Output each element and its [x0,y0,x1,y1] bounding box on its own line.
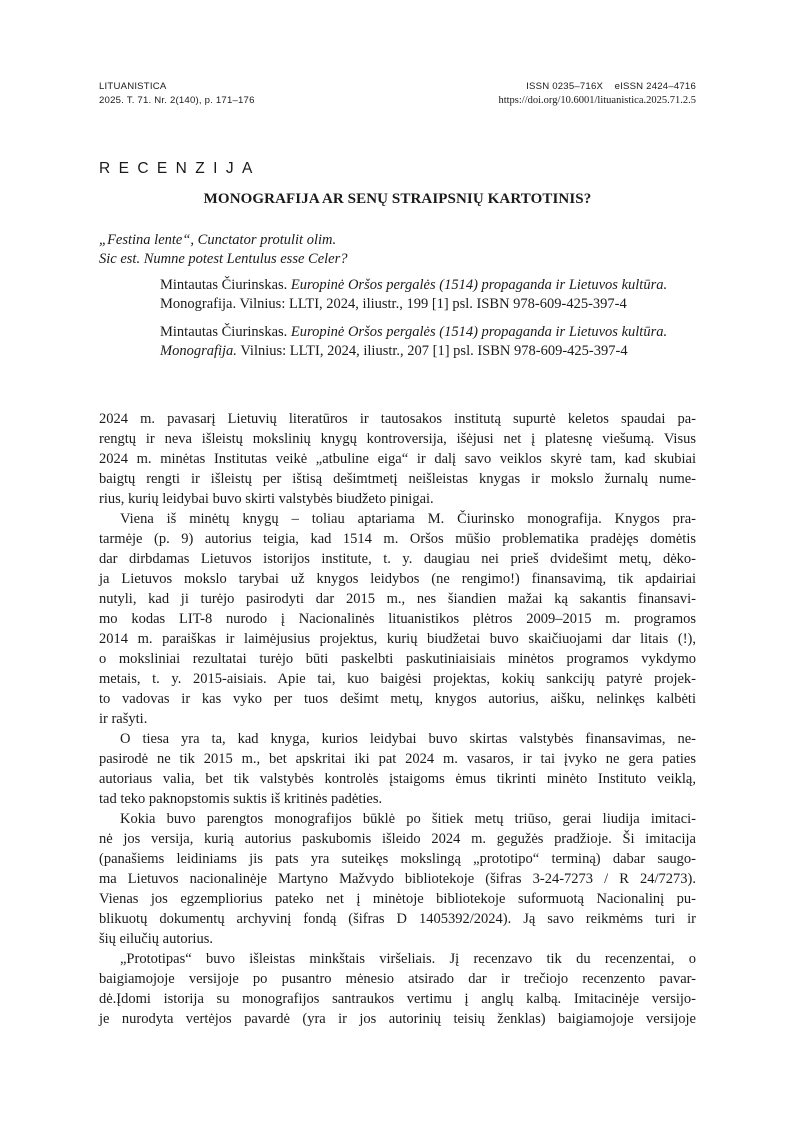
reference-subtitle: Monografija. [160,342,237,359]
body-line: baigiamojoje versijoje po pusantro mėnesio atsirado dar ir trečiojo recenzento pavar- [99,971,696,987]
publication-identifiers [498,80,696,107]
journal-name: LITUANISTICA [99,81,167,92]
body-line: Kokia buvo parengtos monografijos būklė po šitiek metų triūso, gerai liudija imitaci- [120,811,696,827]
journal-info [99,80,255,107]
reviewed-books [160,276,700,369]
body-line: 2024 m. pavasarį Lietuvių literatūros ir tautosakos institutą supurtė keletos spaudai pa- [99,411,696,427]
doi-link[interactable]: https://doi.org/10.6001/lituanistica.2025.71.2.5 [498,94,696,106]
reference-author: Mintautas Čiurinskas. [160,277,288,293]
body-line: O tiesa yra ta, kad knyga, kurios leidybai buvo skirtas valstybės finansavimas, ne- [120,731,696,747]
article-title: MONOGRAFIJA AR SENŲ STRAIPSNIŲ KARTOTINIS? [203,191,592,207]
reference-details: Vilnius: LLTI, 2024, iliustr., 207 [1] psl. ISBN 978-609-425-397-4 [240,342,628,359]
body-line: je nurodyta vertėjos pavardė (yra ir jos autorinių teisių ženklas) baigiamojoje versijoje [99,1011,696,1027]
body-line: tarmėje (p. 9) autorius teigia, kad 1514 m. Oršos mūšio problematika pradėjęs domėtis [99,531,696,547]
reference-details: Vilnius: LLTI, 2024, iliustr., 199 [1] psl. ISBN 978-609-425-397-4 [239,296,627,312]
body-line: šių eilučių autorius. [99,931,213,947]
reference-author: Mintautas Čiurinskas. [160,323,288,340]
body-line: baigtų rengti ir išleistų per ištisą dešimtmetį neišleistas knygas ir mokslo žurnalų nume- [99,471,696,487]
body-line: rius, kurių leidybai buvo skirti valstybės biudžeto pinigai. [99,491,434,507]
body-line: tad teko paknopstomis suktis iš kritinės padėties. [99,791,383,807]
body-line: 2024 m. minėtas Institutas veikė „atbuline eiga“ ir dalį savo veiklos skyrė tam, kad skubiai [99,451,696,467]
body-line: dė.Įdomi istorija su monografijos santraukos vertimu į anglų kalbą. Imitacinėje versijo- [99,991,696,1007]
body-line: „Prototipas“ buvo išleistas minkštais viršeliais. Jį recenzavo tik du recenzentai, o [120,951,696,967]
epigraph [99,231,347,268]
body-line: rengtų ir neva išleistų mokslinių knygų kontroversija, išėjusi net į platesnę viešumą. Visus [99,431,696,447]
body-line: pasirodė ne tik 2015 m., bet apskritai iki pat 2024 m. vasaros, ir tai įvyko ne gera paties [99,751,696,767]
book-reference [160,323,700,361]
body-line: ja Lietuvos mokslo tarybai už knygos leidybos (ne rengimo!) finansavimą, tik apdairiai [99,571,696,587]
reference-subtitle: Monografija. [160,296,237,312]
body-line: blikuotų dokumentų archyvinį fondą (šifras D 1405392/2024). Ją savo reikmėms turi ir [99,911,696,927]
issn: ISSN 0235–716X [526,81,604,92]
body-line: nė jos versija, kurią autorius paskubomis išleido 2024 m. gegužės pradžioje. Ši imitacija [99,831,696,847]
body-line: Viena iš minėtų knygų – toliau aptariama M. Čiurinsko monografija. Knygos pra- [120,511,696,527]
reference-book-title: Europinė Oršos pergalės (1514) propaganda ir Lietuvos kultūra. [290,323,668,340]
epigraph-line: Sic est. Numne potest Lentulus esse Celer? [99,250,348,267]
body-line: Vienas jos egzempliorius pateko net į minėtoje bibliotekoje suformuotą Nacionalinį pu- [99,891,696,907]
body-line: ir rašyti. [99,711,148,727]
body-line: (panašiems leidiniams jis pats yra suteikęs mokslingą „prototipo“ terminą) dabar saugo- [99,851,696,867]
body-line: dar dirbdamas Lietuvos istorijos institute, t. y. daugiau nei prieš dvidešimt metų, dėko- [99,551,696,567]
eissn: eISSN 2424–4716 [614,81,696,92]
article-body [99,409,696,1029]
body-line: to vadovas ir kas vyko per tuos dešimt metų, knygos autorius, aišku, nelinkęs kalbėti [99,691,696,707]
body-line: ma Lietuvos nacionalinėje Martyno Mažvydo bibliotekoje (šifras 3-24-7273 / R 24/7273). [99,871,696,887]
journal-issue: 2025. T. 71. Nr. 2(140), p. 171–176 [99,94,255,106]
body-line: o moksliniai rezultatai turėjo būti paskelbti paskutiniaisiais minėtos programos vykdymo [99,651,696,667]
body-line: mo kodas LIT-8 nurodo į Nacionalinės lituanistikos plėtros 2009–2015 m. programos [99,611,696,627]
reference-book-title: Europinė Oršos pergalės (1514) propaganda ir Lietuvos kultūra. [290,277,668,293]
body-line: metais, t. y. 2015-aisiais. Apie tai, kuo baigėsi projektas, kokių sankcijų patyrė projek- [99,671,696,687]
section-label: RECENZIJA [99,160,261,177]
body-line: 2014 m. paraiškas ir laimėjusius projektus, kurių biudžetai buvo skaičiuojami dar litais (!), [99,631,696,647]
body-line: autoriaus valia, bet tik valstybės kontrolės įstaigoms ėmus tikrinti minėto Instituto veiklą, [99,771,696,787]
epigraph-line: „Festina lente“, Cunctator protulit olim. [99,232,337,248]
body-line: nutyli, kad ji turėjo pasirodyti dar 2015 m., nes šiandien mažai ką sakantis finansavi- [99,591,696,607]
book-reference [160,276,700,314]
